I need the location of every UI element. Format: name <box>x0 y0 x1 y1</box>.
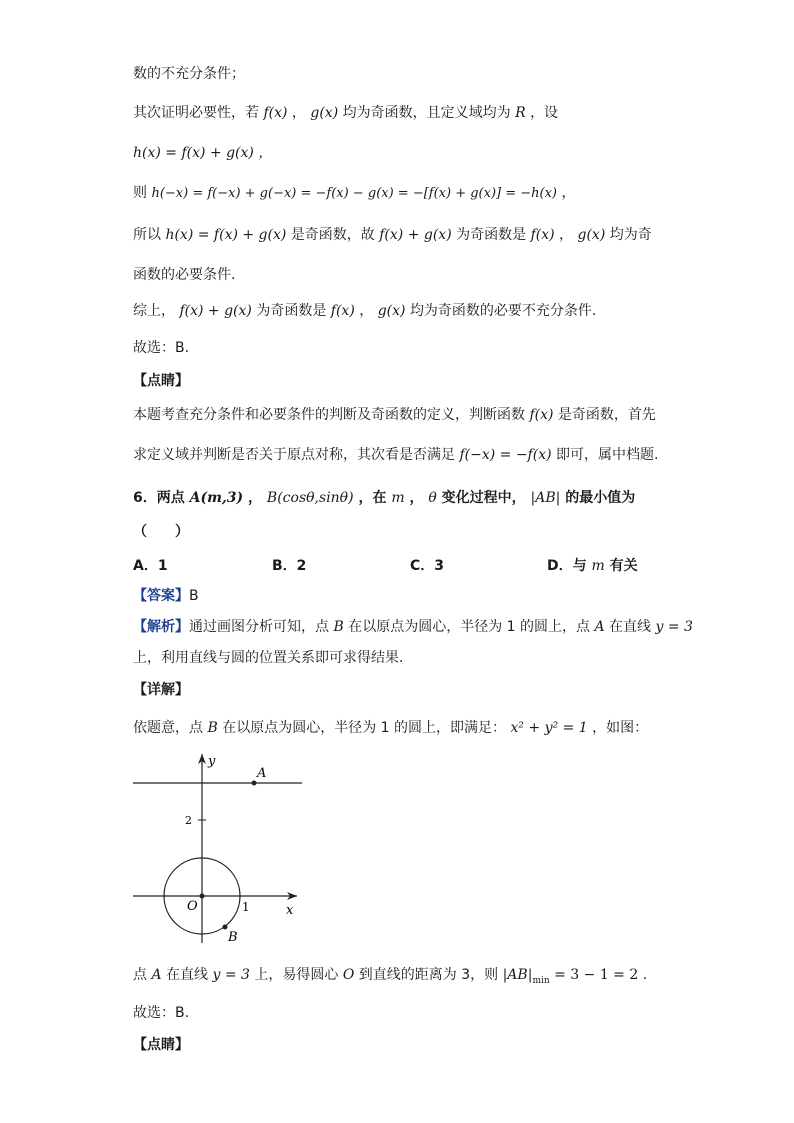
text-line: 所以 h(x) = f(x) + g(x) 是奇函数，故 f(x) + g(x) 为奇函数是 f(x) ， g(x) 均为奇 <box>133 227 652 243</box>
math-expr: f(x) + g(x) <box>379 227 452 243</box>
math-line: h(x) = f(x) + g(x) ， <box>133 145 273 161</box>
coordinate-figure <box>130 748 310 948</box>
text-line: 综上， f(x) + g(x) 为奇函数是 f(x) ， g(x) 均为奇函数的必要不充分条件. <box>133 303 597 319</box>
option-d: D．与 m 有关 <box>547 558 638 574</box>
math-expr: θ <box>428 490 437 506</box>
text-line: 其次证明必要性，若 f(x) ， g(x) 均为奇函数，且定义域均为 R ，设 <box>133 105 559 121</box>
math-expr: h(−x) = f(−x) + g(−x) = −f(x) − g(x) = −[f(x) + g(x)] = −h(x) <box>151 186 557 201</box>
math-expr: f(x) <box>263 105 288 121</box>
section-tag: 【点睛】 <box>133 373 189 389</box>
detail-tag: 【详解】 <box>133 682 189 698</box>
text-line: 则 h(−x) = f(−x) + g(−x) = −f(x) − g(x) = −[f(x) + g(x)] = −h(x) ， <box>133 185 576 201</box>
text-line: 故选：B. <box>133 340 190 356</box>
text-line: 故选：B. <box>133 1005 190 1021</box>
math-expr: |AB| <box>530 490 561 506</box>
option-a: A．1 <box>133 558 168 574</box>
tick-2-label: 2 <box>185 814 192 827</box>
math-expr: f(x) <box>529 407 554 423</box>
math-expr: |AB| <box>502 967 533 983</box>
math-expr: R <box>515 105 526 121</box>
point-a <box>252 781 257 786</box>
text-line: 点 A 在直线 y = 3 上，易得圆心 O 到直线的距离为 3，则 $|AB|_{min} = 3 - 1 = 2$ . <box>133 967 648 986</box>
origin-label: O <box>187 899 198 914</box>
section-tag: 【点睛】 <box>133 1037 189 1053</box>
math-expr: h(x) = f(x) + g(x) <box>165 227 287 243</box>
math-expr: g(x) <box>577 227 606 243</box>
text-line: 数的不充分条件； <box>133 66 245 82</box>
math-expr: f(−x) = −f(x) <box>459 447 552 463</box>
math-expr: y = 3 <box>212 967 250 983</box>
math-expr: B(cosθ,sinθ) <box>266 490 354 506</box>
option-b: B．2 <box>272 558 307 574</box>
math-expr: = 3 − 1 = 2 <box>554 967 639 983</box>
point-origin <box>200 894 205 899</box>
analysis-tag: 【解析】 <box>133 619 189 635</box>
y-label: y <box>208 754 216 769</box>
analysis-line: 【解析】通过画图分析可知，点 B 在以原点为圆心，半径为 1 的圆上，点 A 在直线 y = 3 <box>133 619 693 635</box>
answer-paren: （ ） <box>133 524 189 540</box>
point-b <box>223 925 228 930</box>
answer-line: 【答案】B <box>133 588 199 604</box>
tick-1-label: 1 <box>242 900 250 914</box>
text-line: 求定义域并判断是否关于原点对称，其次看是否满足 f(−x) = −f(x) 即可，属中档题. <box>133 447 659 463</box>
math-expr: f(x) <box>330 303 355 319</box>
math-expr: A(m,3) <box>189 490 244 506</box>
text-line: 本题考查充分条件和必要条件的判断及奇函数的定义，判断函数 f(x) 是奇函数，首先 <box>133 407 656 423</box>
option-c: C．3 <box>410 558 445 574</box>
math-expr: g(x) <box>377 303 406 319</box>
text-line: 依题意，点 B 在以原点为圆心，半径为 1 的圆上，即满足： x² + y² = 1 ，如图： <box>133 720 649 736</box>
point-a-label: A <box>257 766 267 781</box>
math-expr: f(x) + g(x) <box>179 303 252 319</box>
point-b-label: B <box>228 930 238 945</box>
text-line: 函数的必要条件. <box>133 267 236 283</box>
x-label: x <box>286 903 294 918</box>
answer-tag: 【答案】 <box>133 588 189 604</box>
math-expr: m <box>391 490 405 506</box>
text-line: 上，利用直线与圆的位置关系即可求得结果. <box>133 650 404 666</box>
math-expr: f(x) <box>530 227 555 243</box>
math-expr: x² + y² = 1 <box>510 720 588 736</box>
math-expr: g(x) <box>310 105 339 121</box>
question-stem: 6．两点 A(m,3) ， B(cosθ,sinθ) ，在 m ， θ 变化过程中， |AB| 的最小值为 <box>133 490 636 506</box>
